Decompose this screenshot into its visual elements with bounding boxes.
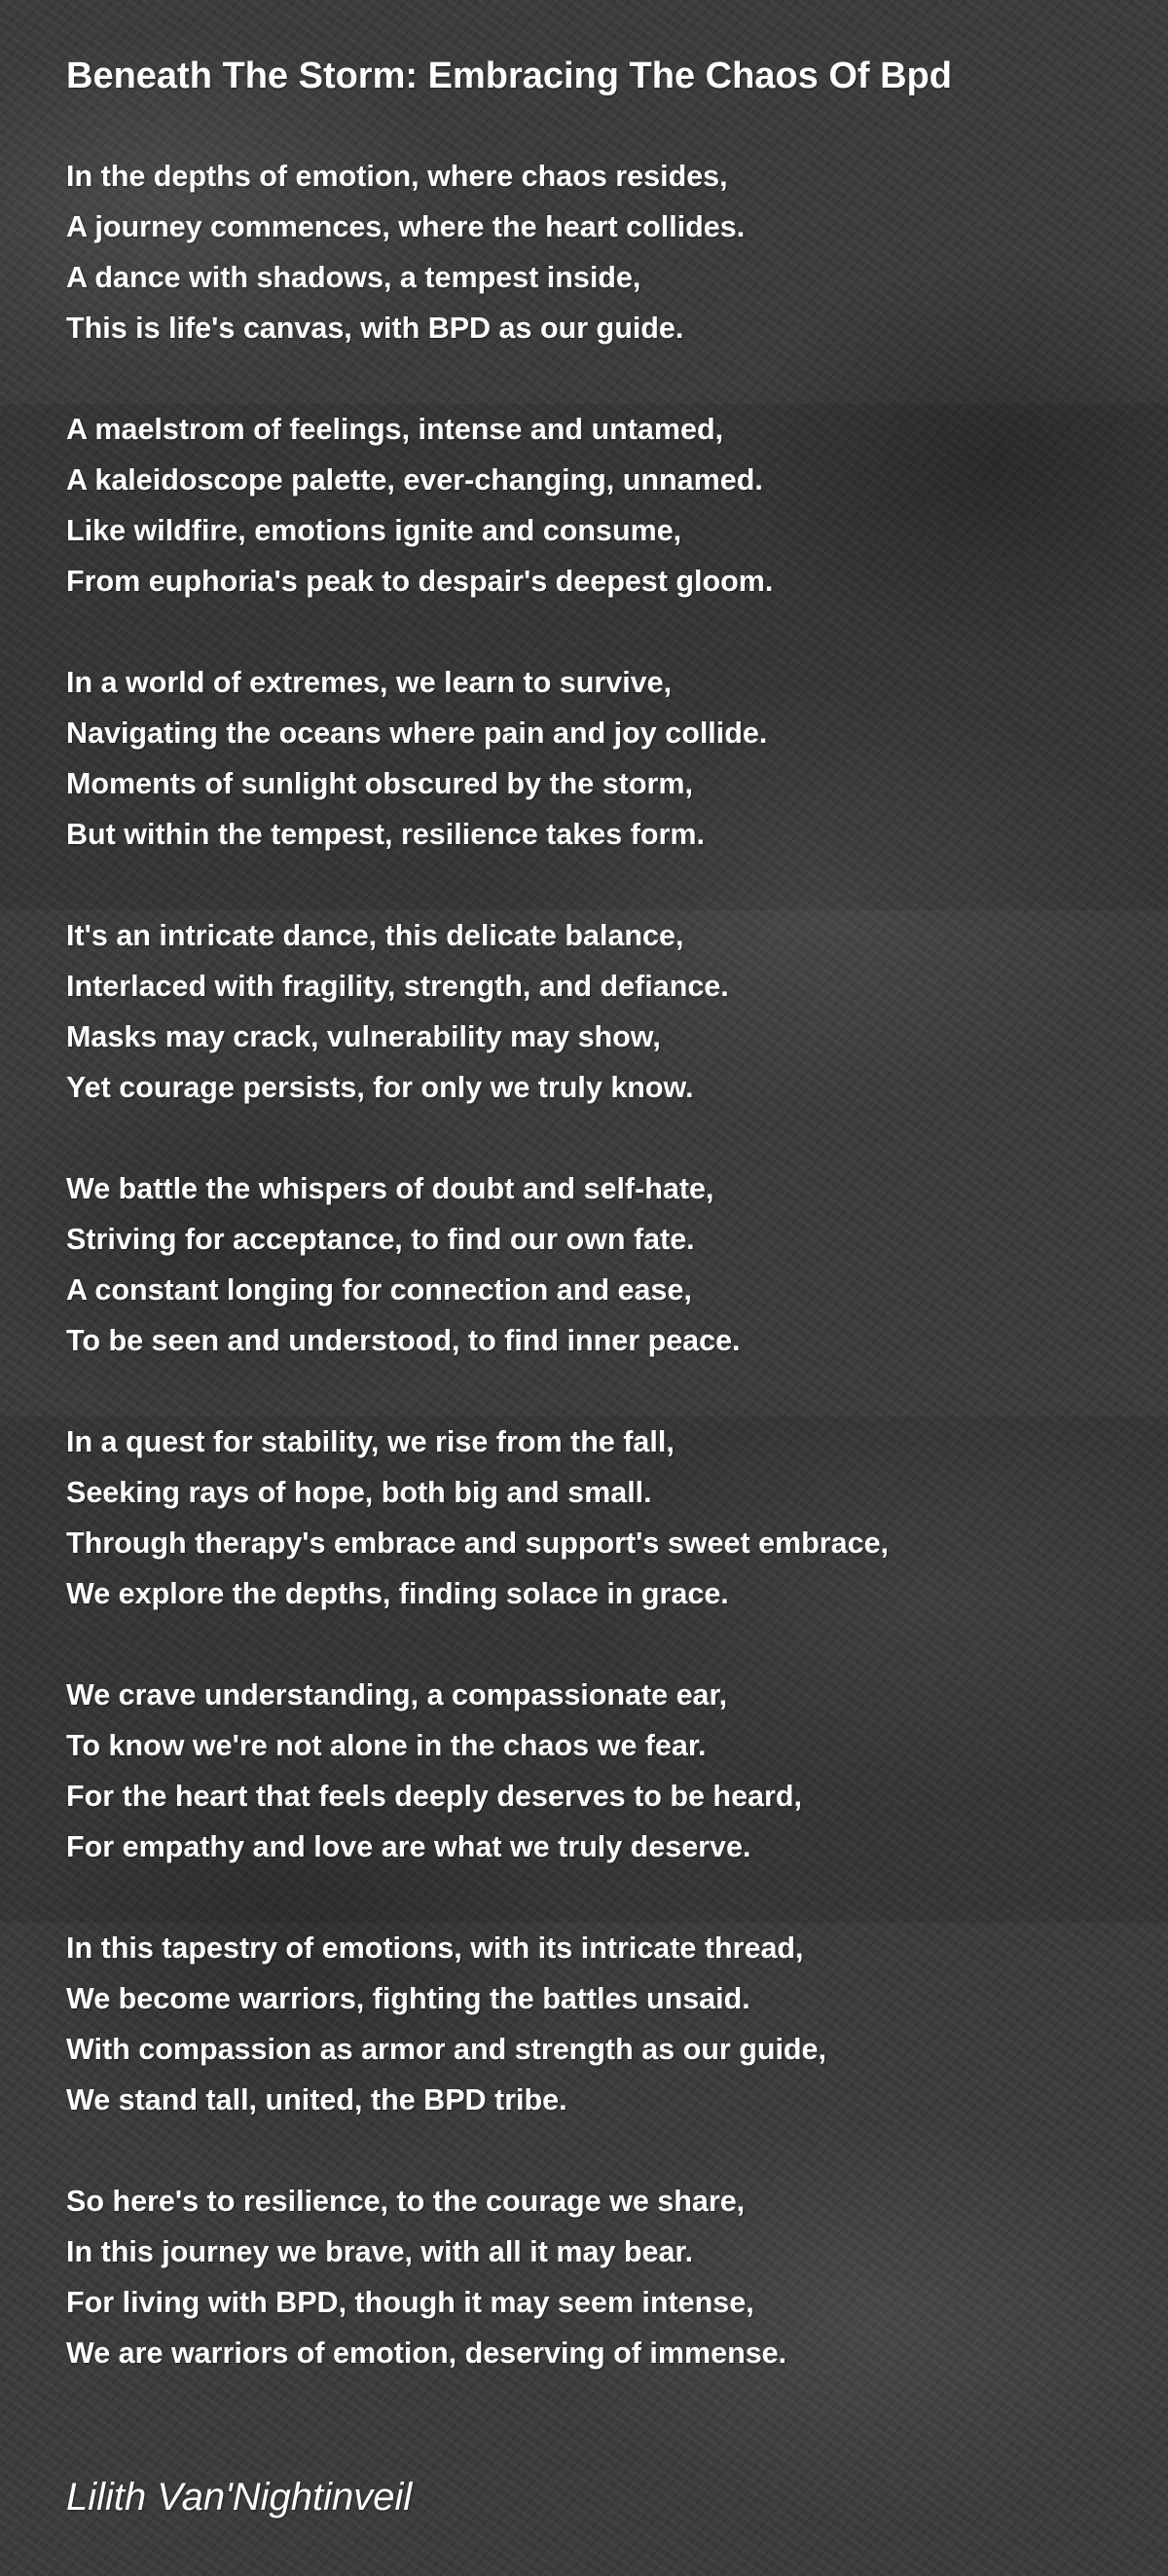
poem-line: We become warriors, fighting the battles unsaid. (66, 1982, 750, 2015)
poem-title: Beneath The Storm: Embracing The Chaos Of Bpd (66, 55, 952, 96)
poem-stanza (66, 1417, 1102, 1619)
poem-line: Moments of sunlight obscured by the storm, (66, 767, 693, 800)
poem-line: We explore the depths, finding solace in grace. (66, 1577, 729, 1610)
poem-line: In this tapestry of emotions, with its intricate thread, (66, 1932, 804, 1965)
poem-stanza (66, 1670, 1102, 1872)
poem-line: It's an intricate dance, this delicate balance, (66, 919, 684, 952)
poem-line: Navigating the oceans where pain and joy collide. (66, 717, 768, 750)
poem-line: Yet courage persists, for only we truly know. (66, 1071, 694, 1104)
poem-line: Like wildfire, emotions ignite and consume, (66, 514, 682, 547)
poem-stanza (66, 1163, 1102, 1366)
poem-line: In this journey we brave, with all it may bear. (66, 2235, 694, 2268)
poem-line: A dance with shadows, a tempest inside, (66, 261, 641, 294)
poem-stanza (66, 910, 1102, 1113)
poem-stanza (66, 151, 1102, 353)
poem-stanza (66, 2176, 1102, 2378)
poem-line: Striving for acceptance, to find our own fate. (66, 1223, 695, 1256)
poem-author: Lilith Van'Nightinveil (66, 2476, 413, 2519)
poem-line: We crave understanding, a compassionate ear, (66, 1678, 728, 1711)
poem-line: Masks may crack, vulnerability may show, (66, 1020, 661, 1053)
poem-line: In a quest for stability, we rise from the fall, (66, 1425, 675, 1458)
poem-line: For the heart that feels deeply deserves to be heard, (66, 1780, 802, 1813)
poem-line: We stand tall, united, the BPD tribe. (66, 2083, 567, 2116)
poem-line: This is life's canvas, with BPD as our guide. (66, 312, 684, 345)
poem-line: We battle the whispers of doubt and self-hate, (66, 1172, 714, 1205)
poem-line: From euphoria's peak to despair's deepest gloom. (66, 565, 774, 598)
poem-line: To know we're not alone in the chaos we fear. (66, 1729, 707, 1762)
poem-line: Interlaced with fragility, strength, and defiance. (66, 970, 729, 1003)
poem-stanza (66, 404, 1102, 607)
poem-line: We are warriors of emotion, deserving of immense. (66, 2337, 787, 2370)
poem-line: A journey commences, where the heart collides. (66, 210, 746, 243)
poem-body (66, 151, 1102, 2378)
poem-line: In a world of extremes, we learn to survive, (66, 666, 673, 699)
poem-line: With compassion as armor and strength as our guide, (66, 2033, 826, 2066)
poem-line: So here's to resilience, to the courage we share, (66, 2185, 746, 2218)
poem-stanza (66, 657, 1102, 860)
poem-line: To be seen and understood, to find inner peace. (66, 1324, 741, 1357)
poem-line: Seeking rays of hope, both big and small. (66, 1476, 652, 1509)
poem-line: A constant longing for connection and ease, (66, 1273, 692, 1306)
poem-line: A kaleidoscope palette, ever-changing, unnamed. (66, 463, 763, 497)
poem-line: A maelstrom of feelings, intense and untamed, (66, 413, 724, 446)
poem-stanza (66, 1923, 1102, 2125)
poem-line: For living with BPD, though it may seem intense, (66, 2286, 754, 2319)
poem-line: Through therapy's embrace and support's sweet embrace, (66, 1527, 890, 1560)
poem-line: But within the tempest, resilience takes form. (66, 818, 705, 851)
poem-line: In the depths of emotion, where chaos resides, (66, 160, 728, 193)
poem-line: For empathy and love are what we truly deserve. (66, 1830, 751, 1863)
